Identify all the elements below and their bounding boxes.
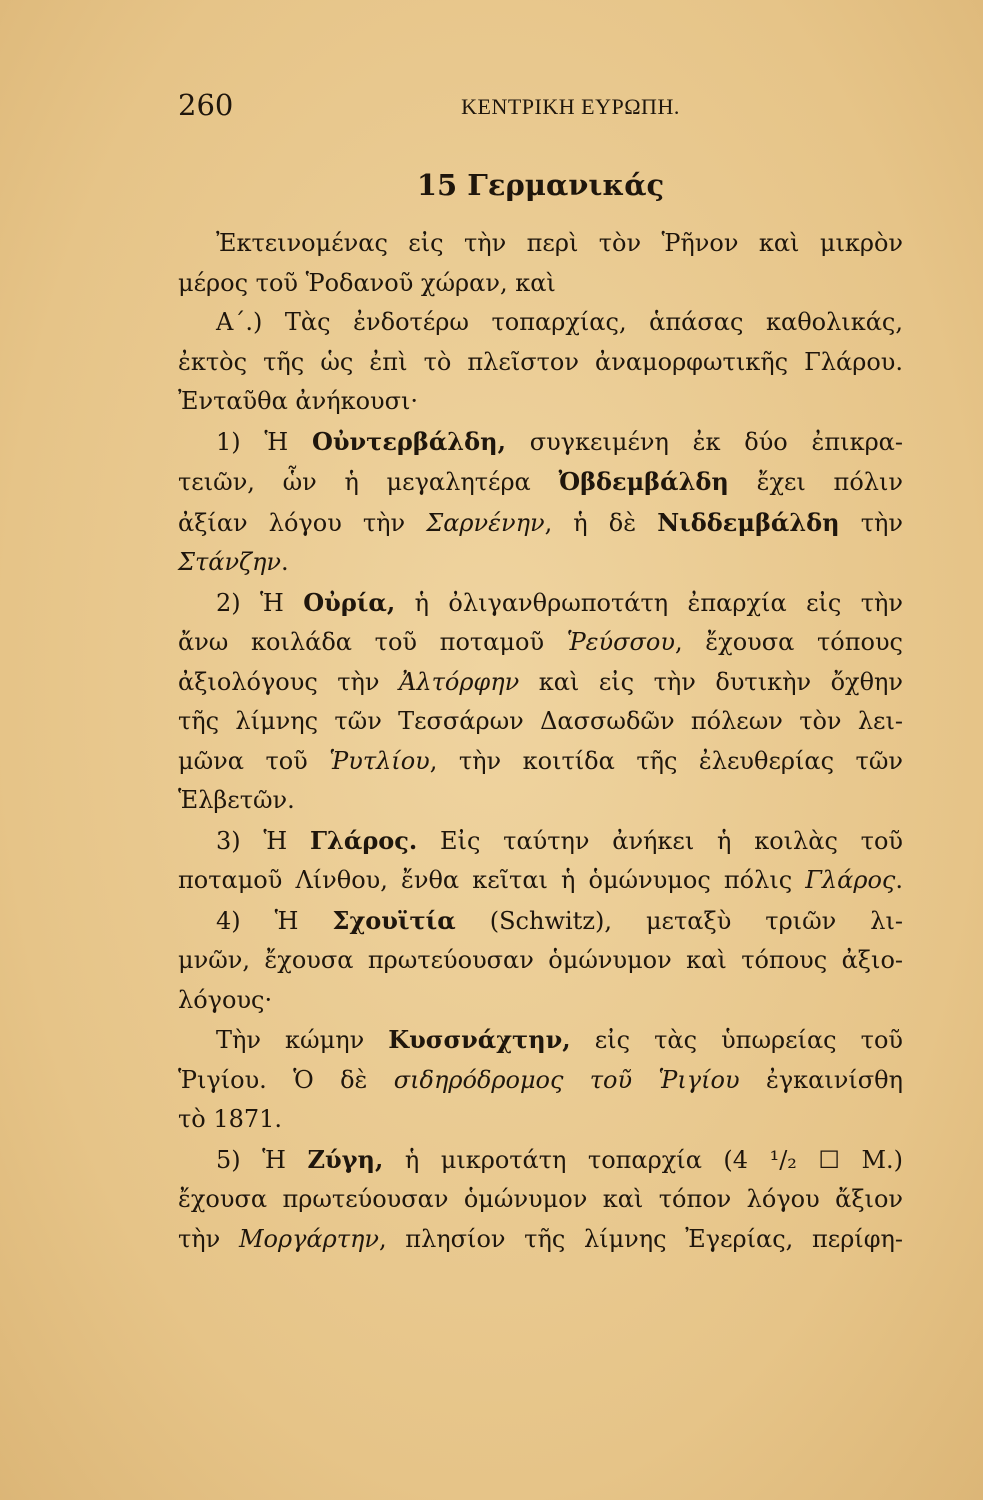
text-line: ἀξιολόγους τὴν Ἀλτόρφην καὶ εἰς τὴν δυτικὴν ὄχθην: [178, 667, 903, 696]
text-line: τειῶν, ὧν ἡ μεγαλητέρα Ὀβδεμβάλδη ἔχει πόλιν: [178, 467, 903, 496]
text-line: ἀξίαν λόγου τὴν Σαρνένην, ἡ δὲ Νιδδεμβάλδη τὴν: [178, 507, 903, 537]
page-header: [178, 88, 903, 128]
text-line: Ἐνταῦθα ἀνήκουσι·: [178, 387, 419, 415]
text-line: ἔχουσα πρωτεύουσαν ὁμώνυμον καὶ τόπον λόγου ἄξιον: [178, 1185, 903, 1213]
text-line: Α΄.) Τὰς ἐνδοτέρω τοπαρχίας, ἁπάσας καθολικάς,: [216, 308, 903, 336]
text-line: τὸ 1871.: [178, 1105, 283, 1133]
text-line: Ῥιγίου. Ὁ δὲ σιδηρόδρομος τοῦ Ῥιγίου ἐγκαινίσθη: [178, 1065, 903, 1094]
text-line: τῆς λίμνης τῶν Τεσσάρων Δασσωδῶν πόλεων τὸν λει-: [178, 707, 903, 735]
text-line: ἄνω κοιλάδα τοῦ ποταμοῦ Ῥεύσσου, ἔχουσα τόπους: [178, 628, 903, 656]
section-title: 15 Γερμανικάς: [416, 168, 665, 202]
text-line: 2) Ἡ Οὐρία, ἡ ὀλιγανθρωποτάτη ἐπαρχία εἰς τὴν: [216, 587, 904, 617]
book-page: [178, 88, 903, 1259]
text-line: ἐκτὸς τῆς ὡς ἐπὶ τὸ πλεῖστον ἀναμορφωτικῆς Γλάρου.: [178, 347, 903, 376]
text-line: 1) Ἡ Οὐντερβάλδη, συγκειμένη ἐκ δύο ἐπικρα-: [216, 426, 903, 456]
text-line: μέρος τοῦ Ῥοδανοῦ χώραν, καὶ: [178, 268, 556, 297]
page-number: 260: [178, 88, 234, 122]
text-line: Ἐκτεινομένας εἰς τὴν περὶ τὸν Ῥῆνον καὶ μικρὸν: [216, 229, 903, 257]
text-line: 4) Ἡ Σχουϊτία (Schwitz), μεταξὺ τριῶν λι-: [216, 905, 903, 935]
text-line: ποταμοῦ Λίνθου, ἔνθα κεῖται ἡ ὁμώνυμος πόλις Γλάρος.: [178, 866, 903, 894]
text-line: Στάνζην.: [178, 548, 289, 576]
body-text: [178, 224, 903, 1259]
text-line: λόγους·: [178, 985, 273, 1014]
text-line: 5) Ἡ Ζύγη, ἡ μικροτάτη τοπαρχία (4 ¹/₂ ☐ Μ.): [216, 1144, 904, 1174]
text-line: 3) Ἡ Γλάρος. Εἰς ταύτην ἀνήκει ἡ κοιλὰς τοῦ: [216, 825, 903, 855]
text-line: μῶνα τοῦ Ῥυτλίου, τὴν κοιτίδα τῆς ἐλευθερίας τῶν: [178, 746, 903, 775]
running-title: ΚΕΝΤΡΙΚΗ ΕΥΡΩΠΗ.: [461, 94, 680, 119]
text-line: μνῶν, ἔχουσα πρωτεύουσαν ὁμώνυμον καὶ τόπους ἀξιο-: [178, 946, 903, 974]
text-line: Ἑλβετῶν.: [178, 786, 295, 814]
text-line: Τὴν κώμην Κυσσνάχτην, εἰς τὰς ὑπωρείας τοῦ: [216, 1025, 903, 1054]
text-line: τὴν Μοργάρτην, πλησίον τῆς λίμνης Ἐγερίας, περίφη-: [178, 1224, 904, 1253]
